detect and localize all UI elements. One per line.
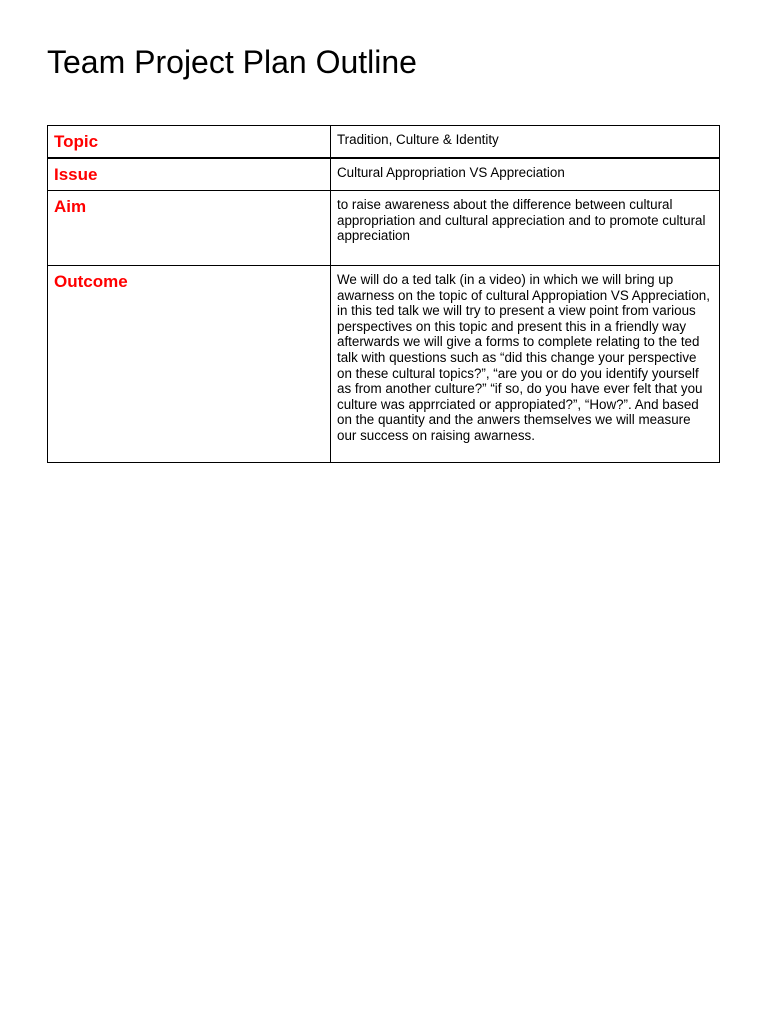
row-label-topic: Topic: [54, 132, 99, 151]
label-cell: [48, 158, 331, 191]
project-plan-table: [47, 125, 720, 463]
value-cell: [331, 191, 720, 266]
row-value-topic: Tradition, Culture & Identity: [337, 132, 499, 147]
row-value-outcome: We will do a ted talk (in a video) in which we will bring up awarness on the topic of cultural Appropiation VS Appreciation, in this ted talk we will try to present a view point from various perspectives on this topic and present this in a friendly way afterwards we will give a forms to complete relating to the ted talk with questions such as “did this change your perspective on these cultural topics?”, “are you or do you identify yourself as from another culture?” “if so, do you have ever felt that you culture was apprrciated or appropiated?”, “How?”. And based on the quantity and the anwers themselves we will measure our success on raising awarness.: [337, 272, 710, 443]
page-title: Team Project Plan Outline: [47, 44, 417, 80]
row-value-issue: Cultural Appropriation VS Appreciation: [337, 165, 565, 180]
label-cell: [48, 191, 331, 266]
value-cell: [331, 126, 720, 159]
row-value-aim: to raise awareness about the difference between cultural appropriation and cultural appreciation and to promote cultural appreciation: [337, 197, 706, 244]
label-cell: [48, 266, 331, 463]
table-row-topic: [48, 126, 720, 159]
value-cell: [331, 266, 720, 463]
value-cell: [331, 158, 720, 191]
label-cell: [48, 126, 331, 159]
row-label-outcome: Outcome: [54, 272, 128, 291]
table-row-outcome: [48, 266, 720, 463]
table-row-issue: [48, 158, 720, 191]
row-label-issue: Issue: [54, 165, 98, 184]
row-label-aim: Aim: [54, 197, 87, 216]
table-row-aim: [48, 191, 720, 266]
